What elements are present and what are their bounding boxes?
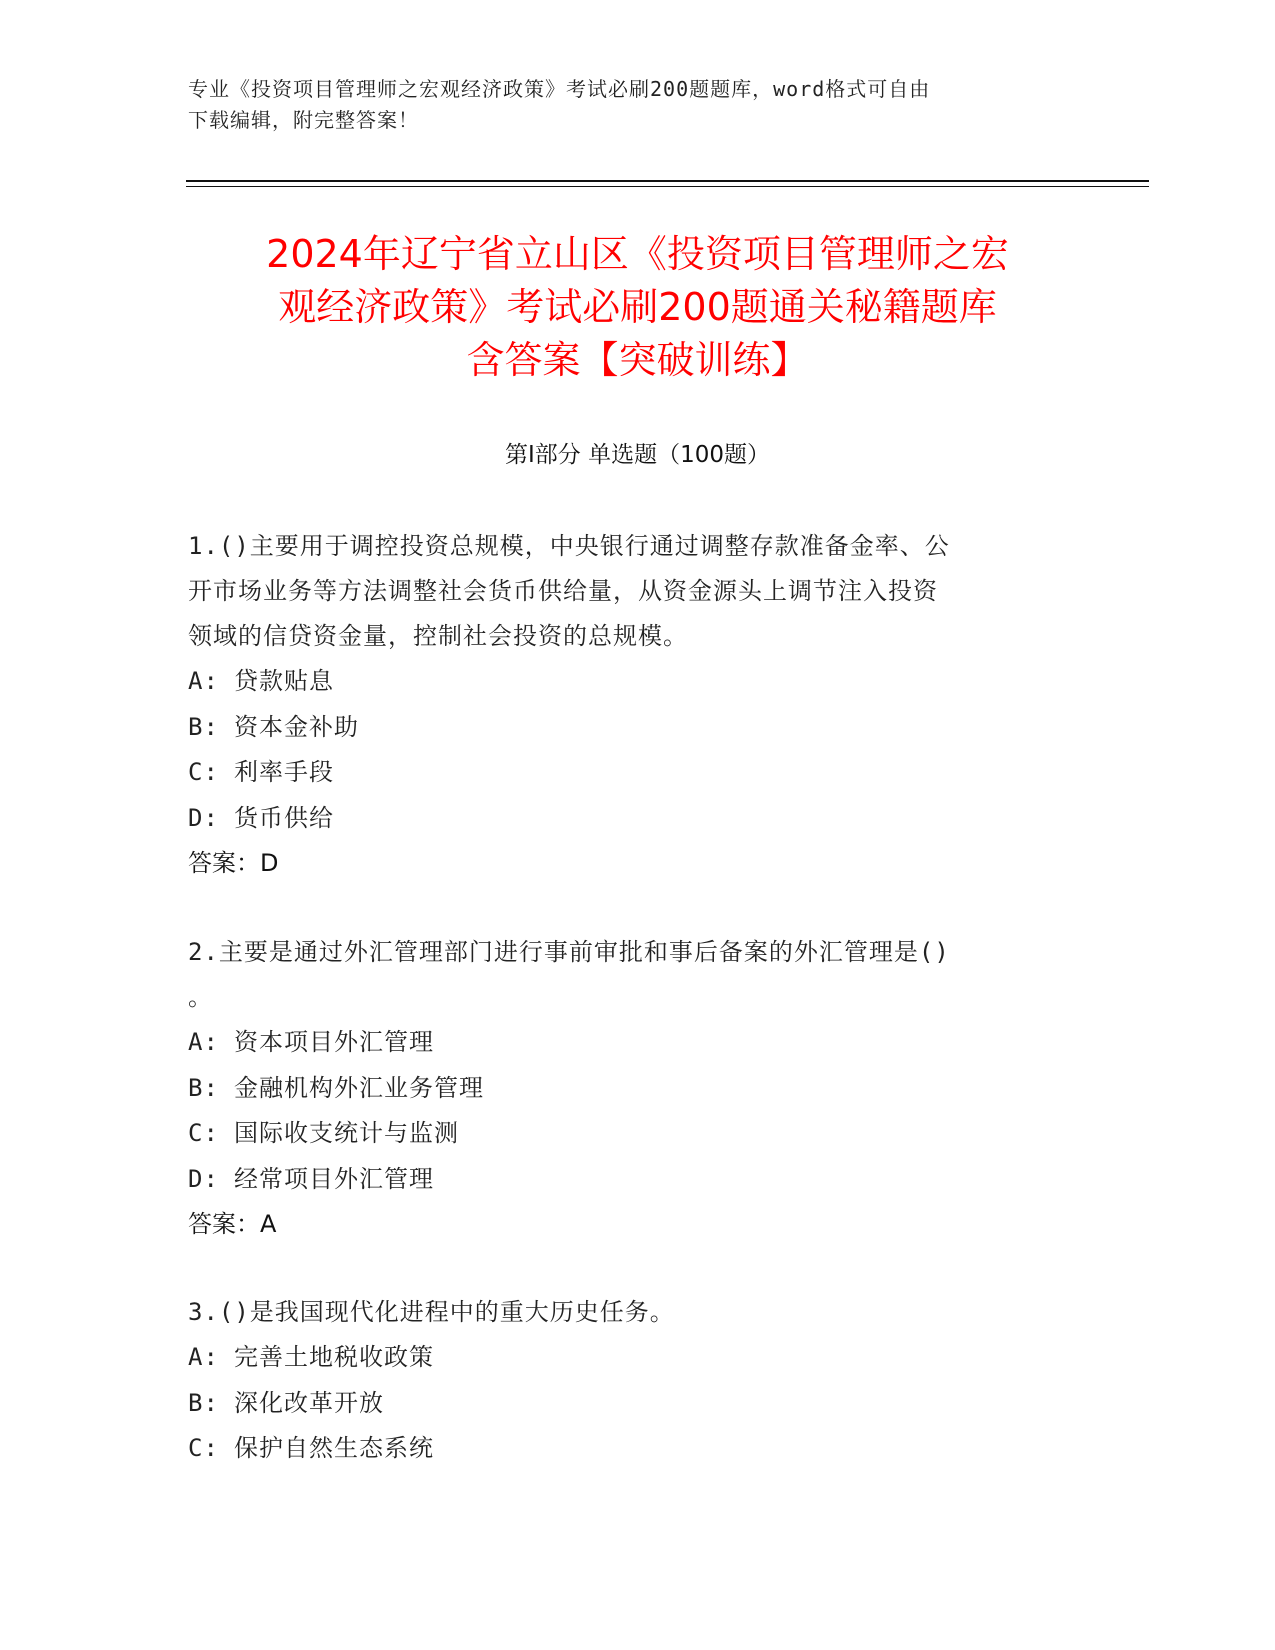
option-a bbox=[188, 659, 1068, 705]
header-note bbox=[188, 74, 1088, 136]
option-a bbox=[188, 1020, 1068, 1066]
question-stem-line: 1.()主要用于调控投资总规模，中央银行通过调整存款准备金率、公 bbox=[188, 532, 950, 560]
question-stem-line: 开市场业务等方法调整社会货币供给量，从资金源头上调节注入投资 bbox=[188, 577, 938, 605]
option-d bbox=[188, 796, 1068, 842]
option-letter: B: bbox=[188, 712, 219, 741]
question-3 bbox=[188, 1290, 1068, 1472]
option-letter: D: bbox=[188, 1164, 219, 1193]
option-letter: B: bbox=[188, 1388, 219, 1417]
option-letter: A: bbox=[188, 1028, 219, 1056]
option-text: 贷款贴息 bbox=[234, 667, 334, 695]
option-text: 国际收支统计与监测 bbox=[234, 1119, 459, 1147]
option-text: 保护自然生态系统 bbox=[234, 1434, 434, 1462]
option-letter: A: bbox=[188, 667, 219, 695]
answer-line: 答案：D bbox=[188, 849, 279, 877]
option-letter: D: bbox=[188, 803, 219, 832]
option-letter: A: bbox=[188, 1343, 219, 1371]
option-text: 完善土地税收政策 bbox=[234, 1343, 434, 1371]
question-2 bbox=[188, 930, 1068, 1248]
option-c bbox=[188, 1426, 1068, 1472]
option-text: 资本项目外汇管理 bbox=[234, 1028, 434, 1056]
option-text: 金融机构外汇业务管理 bbox=[234, 1073, 484, 1102]
option-a bbox=[188, 1335, 1068, 1381]
option-text: 深化改革开放 bbox=[234, 1388, 384, 1417]
title-line-1: 2024年辽宁省立山区《投资项目管理师之宏 bbox=[266, 232, 1009, 276]
header-note-line-2: 下载编辑，附完整答案！ bbox=[188, 108, 419, 132]
title-line-2: 观经济政策》考试必刷200题通关秘籍题库 bbox=[278, 285, 997, 329]
option-letter: C: bbox=[188, 1119, 219, 1147]
option-text: 利率手段 bbox=[234, 758, 334, 786]
option-text: 经常项目外汇管理 bbox=[234, 1164, 434, 1193]
option-b bbox=[188, 1381, 1068, 1427]
option-letter: B: bbox=[188, 1073, 219, 1102]
option-b bbox=[188, 1066, 1068, 1112]
option-letter: C: bbox=[188, 758, 219, 786]
title-line-3: 含答案【突破训练】 bbox=[466, 338, 809, 382]
section-heading: 第Ⅰ部分 单选题（100题） bbox=[505, 442, 770, 468]
header-note-line-1: 专业《投资项目管理师之宏观经济政策》考试必刷200题题库，word格式可自由 bbox=[188, 77, 931, 101]
option-c bbox=[188, 1111, 1068, 1157]
header-divider-thick bbox=[186, 180, 1149, 182]
option-letter: C: bbox=[188, 1434, 219, 1462]
header-divider-thin bbox=[186, 186, 1149, 187]
question-stem-line: 2.主要是通过外汇管理部门进行事前审批和事后备案的外汇管理是() bbox=[188, 938, 950, 966]
question-stem-line: 领域的信贷资金量，控制社会投资的总规模。 bbox=[188, 622, 688, 650]
question-1 bbox=[188, 524, 1068, 887]
option-b bbox=[188, 705, 1068, 751]
option-d bbox=[188, 1157, 1068, 1203]
option-c bbox=[188, 750, 1068, 796]
question-stem-line: 。 bbox=[188, 983, 213, 1011]
answer-line: 答案：A bbox=[188, 1210, 277, 1238]
option-text: 资本金补助 bbox=[234, 712, 359, 741]
option-text: 货币供给 bbox=[234, 803, 334, 832]
question-stem-line: 3.()是我国现代化进程中的重大历史任务。 bbox=[188, 1298, 675, 1326]
document-title bbox=[150, 228, 1125, 387]
